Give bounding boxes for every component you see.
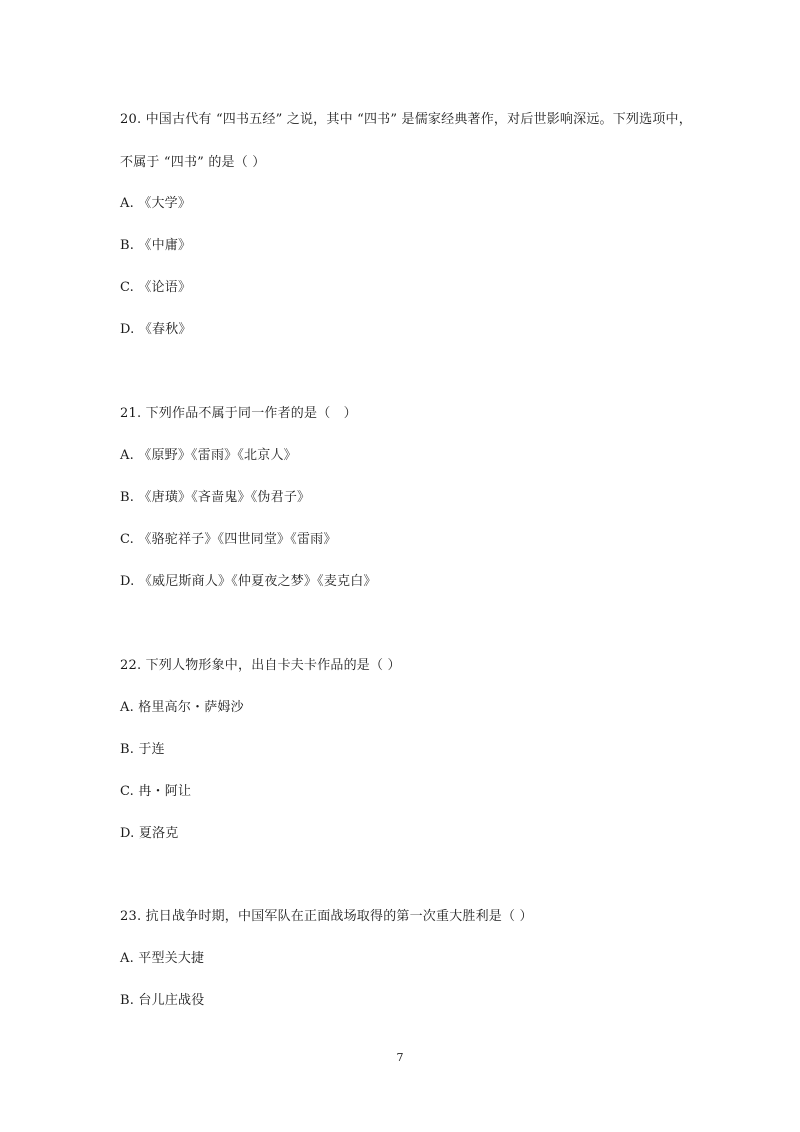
question-21-option-b: B. 《唐璜》《吝啬鬼》《伪君子》: [120, 490, 311, 505]
question-20-option-b: B. 《中庸》: [120, 238, 192, 253]
page-number: 7: [396, 1051, 404, 1064]
question-20-option-a: A. 《大学》: [120, 196, 192, 211]
question-20-stem-line-1: 20. 中国古代有 “四书五经” 之说，其中 “四书” 是儒家经典著作，对后世影响深远。下列选项中，: [120, 112, 692, 127]
question-21-option-d: D. 《威尼斯商人》《仲夏夜之梦》《麦克白》: [120, 574, 377, 589]
question-23-stem: 23. 抗日战争时期，中国军队在正面战场取得的第一次重大胜利是（ ）: [120, 909, 533, 924]
question-20-stem-line-2: 不属于 “四书” 的是（ ）: [120, 155, 266, 170]
question-22-stem: 22. 下列人物形象中，出自卡夫卡作品的是（ ）: [120, 658, 401, 673]
question-21-option-c: C. 《骆驼祥子》《四世同堂》《雷雨》: [120, 532, 337, 547]
question-23-option-a: A. 平型关大捷: [120, 951, 205, 966]
question-22-option-a: A. 格里高尔・萨姆沙: [120, 700, 244, 715]
question-22-option-b: B. 于连: [120, 742, 165, 757]
question-20-option-c: C. 《论语》: [120, 280, 192, 295]
question-23-option-b: B. 台儿庄战役: [120, 993, 205, 1008]
question-21-option-a: A. 《原野》《雷雨》《北京人》: [120, 448, 297, 463]
question-22-option-c: C. 冉・阿让: [120, 784, 192, 799]
question-20-option-d: D. 《春秋》: [120, 322, 192, 337]
question-21-stem: 21. 下列作品不属于同一作者的是（ ）: [120, 406, 357, 421]
question-22-option-d: D. 夏洛克: [120, 826, 179, 841]
